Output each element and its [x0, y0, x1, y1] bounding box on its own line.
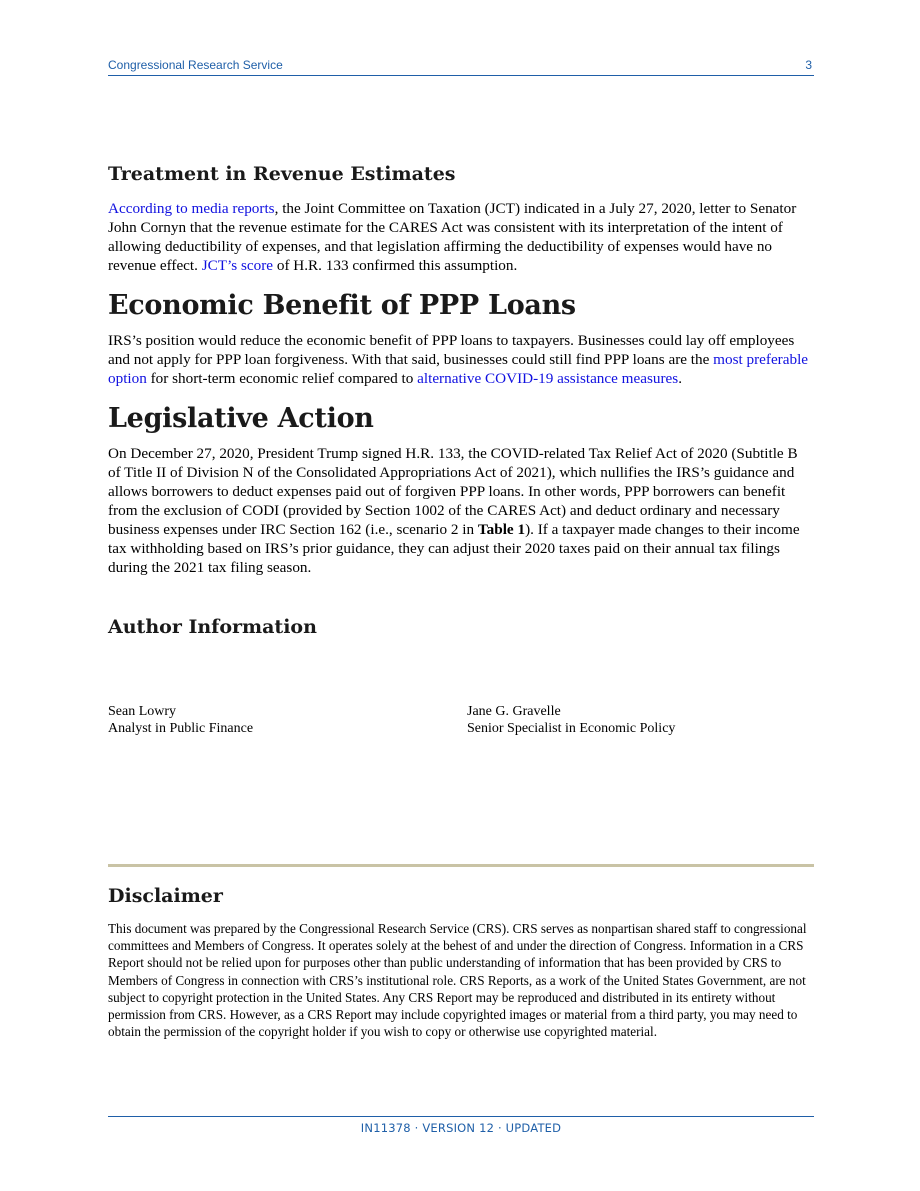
author-info-heading: Author Information	[108, 616, 317, 638]
disclaimer-text: This document was prepared by the Congressional Research Service (CRS). CRS serves as nonpartisan shared staff to congressional committees and Members of Congress. It operates solely at the behest of and under the direction of Congress. Information in a CRS Report should not be relied upon for purposes other than public understanding of information that has been provided by CRS to Members of Congress in connection with CRS’s institutional role. CRS Reports, as a work of the United States Government, are not subject to copyright protection in the United States. Any CRS Report may be reproduced and distributed in its entirety without permission from CRS. However, as a CRS Report may include copyrighted images or material from a third party, you may need to obtain the permission of the copyright holder if you wish to copy or otherwise use copyrighted material.	[108, 921, 807, 1040]
legislative-text-1: On December 27, 2020, President Trump signed H.R. 133, the COVID-related Tax Relief Act of 2020 (Subtitle B of Title II of Division N of the Consolidated Appropriations Act of 2021), which nullifies the IRS’s guidance and allows borrowers to deduct expenses paid out of forgiven PPP loans. In other words, PPP borrowers can benefit from the exclusion of CODI (provided by Section 1002 of the CARES Act) and deduct ordinary and necessary business expenses under IRC Section 162 (i.e., scenario 2 in	[108, 445, 798, 538]
page-header	[108, 58, 814, 76]
legislative-heading: Legislative Action	[108, 403, 374, 434]
benefit-text-1: IRS’s position would reduce the economic benefit of PPP loans to taxpayers. Businesses could lay off employees and not apply for PPP loan forgiveness. With that said, businesses could still find PPP loans are the	[108, 332, 795, 368]
preferable-option-link[interactable]: most preferable option	[108, 351, 809, 387]
legislative-text-2: ). If a taxpayer made changes to their income tax withholding based on IRS’s prior guidance, they can adjust their 2020 taxes paid on their annual tax filings during the 2021 tax filing season.	[108, 521, 800, 576]
footer-id: IN11378 · VERSION 12 · UPDATED	[360, 1121, 562, 1135]
benefit-text-3: .	[678, 370, 682, 387]
jct-score-link[interactable]: JCT’s score	[201, 257, 274, 274]
revenue-text-2: of H.R. 133 confirmed this assumption.	[273, 257, 518, 274]
revenue-paragraph	[108, 199, 814, 275]
author-entry	[108, 703, 253, 737]
revenue-text-1: , the Joint Committee on Taxation (JCT) indicated in a July 27, 2020, letter to Senator John Cornyn that the revenue estimate for the CARES Act was consistent with its interpretation of the intent of allowing deductibility of expenses, and that legislation affirming the deductibility of expenses would have no revenue effect.	[108, 200, 797, 274]
author-name: Sean Lowry	[108, 704, 177, 719]
section-divider	[108, 864, 814, 867]
publisher-name: Congressional Research Service	[108, 58, 283, 72]
author-entry	[467, 703, 675, 737]
benefit-text-2: for short-term economic relief compared to	[146, 370, 418, 387]
benefit-paragraph	[108, 331, 814, 388]
alternative-measures-link[interactable]: alternative COVID-19 assistance measures	[417, 370, 679, 387]
media-reports-link[interactable]: According to media reports	[108, 200, 275, 217]
page-number: 3	[805, 58, 812, 72]
author-title: Analyst in Public Finance	[108, 721, 254, 736]
main-content	[108, 160, 814, 641]
author-title: Senior Specialist in Economic Policy	[467, 721, 676, 736]
disclaimer-header	[108, 882, 223, 910]
disclaimer-heading: Disclaimer	[108, 885, 223, 907]
table-1-reference: Table 1	[477, 521, 526, 538]
legislative-paragraph	[108, 444, 814, 577]
benefit-heading: Economic Benefit of PPP Loans	[108, 290, 576, 321]
revenue-heading: Treatment in Revenue Estimates	[108, 163, 456, 185]
footer-divider	[108, 1116, 814, 1117]
author-name: Jane G. Gravelle	[467, 704, 561, 719]
